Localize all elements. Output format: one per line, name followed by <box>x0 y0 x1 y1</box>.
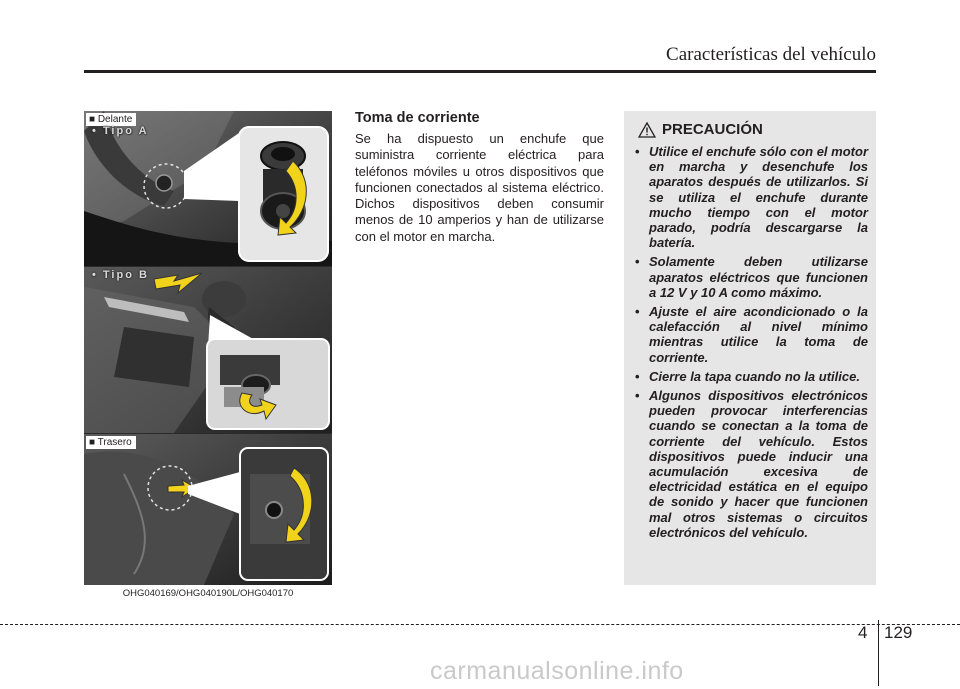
header-rule <box>84 70 876 73</box>
caution-item-text: Solamente deben utilizarse aparatos eléctricos que funcionen a 12 V y 10 A como máximo. <box>649 254 868 300</box>
section-title: Toma de corriente <box>355 110 480 126</box>
warning-icon <box>638 122 656 138</box>
caution-item <box>624 254 868 300</box>
tipo-a-label: • Tipo A <box>92 125 149 137</box>
caution-box <box>624 111 876 585</box>
bullet-icon: • <box>635 388 640 404</box>
bullet-icon: • <box>635 254 640 270</box>
front-label: ■ Delante <box>86 113 136 126</box>
bullet-icon: • <box>635 144 640 159</box>
caution-item-text: Algunos dispositivos electrónicos pueden provocar interferencias cuando se conectan a la toma de corriente del vehículo. Estos dispositivos puede inducir una acumulación excesiva de electricidad estática en el equipo de sonido y hacer que funcionen mal otros sistemas o circuitos electrónicos del vehículo. <box>649 388 868 540</box>
caution-item <box>624 388 868 540</box>
photo-front-tipo-b <box>84 267 332 433</box>
bullet-icon: • <box>635 304 640 320</box>
caution-item-text: Utilice el enchufe sólo con el motor en marcha y desenchufe los aparatos después de utilizarlos. Si se utiliza el enchufe durante mucho tiempo con el motor parado, podría descargarse la batería. <box>649 144 868 251</box>
page-number: 129 <box>884 623 913 642</box>
caution-item <box>624 369 868 384</box>
caution-item <box>624 304 868 365</box>
photo-caption: OHG040169/OHG040190L/OHG040170 <box>122 588 294 599</box>
caution-item <box>624 144 868 250</box>
caution-title: PRECAUCIÓN <box>662 121 763 138</box>
tipo-b-label: • Tipo B <box>92 269 149 281</box>
page-divider <box>878 620 879 686</box>
photo-rear <box>84 434 332 585</box>
caution-item-text: Cierre la tapa cuando no la utilice. <box>649 368 860 384</box>
chapter-number: 4 <box>858 623 868 642</box>
photo-column <box>84 111 332 585</box>
rear-label: ■ Trasero <box>86 436 136 449</box>
section-body: Se ha dispuesto un enchufe que suministra corriente eléctrica para teléfonos móviles u otros dispositivos que funcionen conectados al sistema eléctrico. Dichos dispositivos deben consumir menos de 10 amperios y han de utilizarse con el motor en marcha. <box>355 131 604 244</box>
footer-rule <box>0 624 960 625</box>
photo-tipo-b-illustration <box>84 267 332 433</box>
watermark[interactable]: carmanualsonline.info <box>430 657 684 685</box>
caution-item-text: Ajuste el aire acondicionado o la calefacción al nivel mínimo mientras utilice la toma de corriente. <box>649 304 868 365</box>
caution-list <box>624 144 868 544</box>
chapter-title: Características del vehículo <box>666 44 876 65</box>
bullet-icon: • <box>635 368 640 384</box>
photo-front-tipo-a <box>84 111 332 266</box>
photo-rear-illustration <box>84 434 332 585</box>
